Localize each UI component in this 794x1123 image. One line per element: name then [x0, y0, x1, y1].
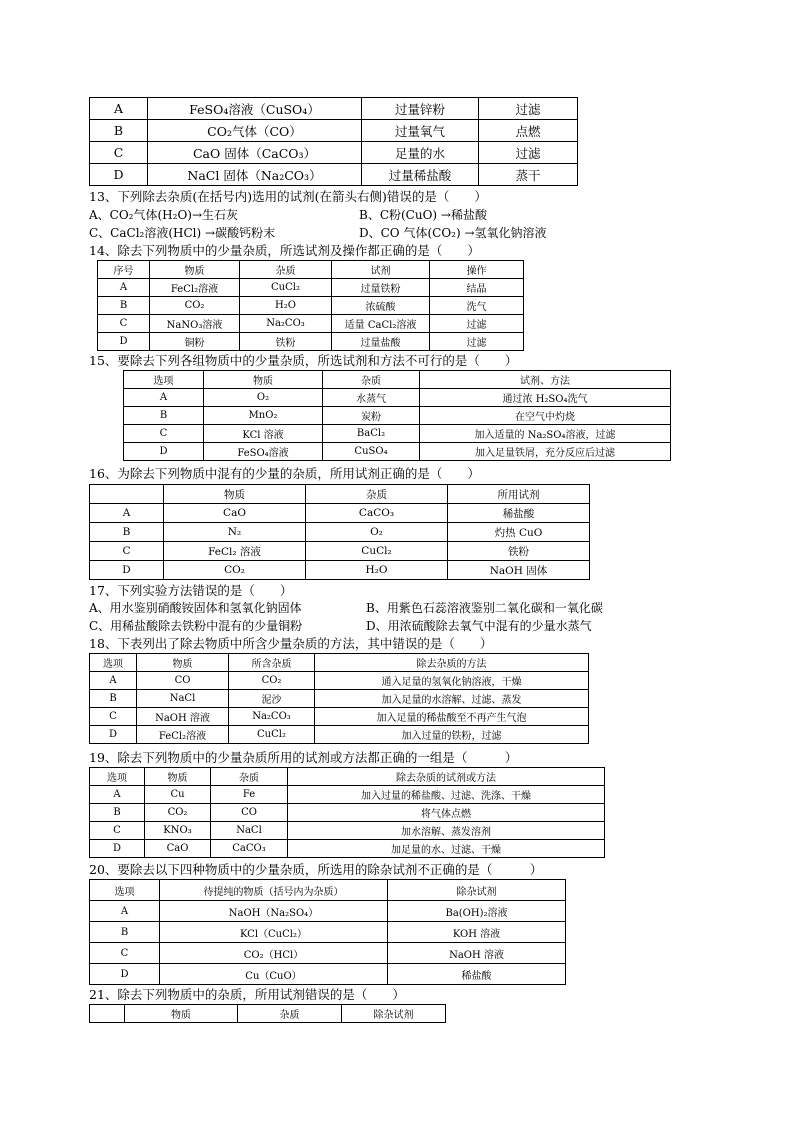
table-cell: D — [90, 964, 160, 985]
table-row — [90, 804, 605, 822]
table-header-row — [98, 261, 524, 279]
table-cell: 通过浓 H₂SO₄洗气 — [420, 389, 671, 407]
table-cell: CO₂（HCl） — [160, 943, 388, 964]
table-cell: CuCl₂ — [240, 279, 332, 297]
table-cell: CaCO₃ — [306, 504, 448, 523]
table-row — [124, 443, 671, 461]
table-cell: 铁粉 — [240, 333, 332, 351]
table-cell: 铁粉 — [448, 542, 590, 561]
table-cell: 过量锌粉 — [362, 98, 479, 120]
q20-table — [89, 879, 566, 985]
table-cell: NaCl — [137, 690, 229, 708]
table-cell: 足量的水 — [362, 142, 479, 164]
q17-option-d: D、用浓硫酸除去氧气中混有的少量水蒸气 — [366, 619, 592, 633]
q13-option-b: B、C粉(CuO) →稀盐酸 — [359, 208, 487, 222]
table-cell: 物质 — [204, 371, 323, 389]
table-cell: CuCl₂ — [229, 726, 315, 744]
table-cell: BaCl₂ — [323, 425, 420, 443]
table-cell: 试剂、方法 — [420, 371, 671, 389]
table-cell: 适量 CaCl₂溶液 — [332, 315, 430, 333]
table-cell — [90, 485, 164, 504]
table-row — [90, 142, 578, 164]
table-cell: 炭粉 — [323, 407, 420, 425]
table-row — [90, 943, 566, 964]
table-cell: 将气体点燃 — [288, 804, 605, 822]
table-cell: 杂质 — [240, 261, 332, 279]
table-cell — [90, 1005, 125, 1023]
table-cell: D — [124, 443, 204, 461]
q15-table — [123, 370, 671, 461]
table-cell: 物质 — [145, 768, 211, 786]
table-cell: 通入足量的氢氧化钠溶液，干燥 — [315, 672, 589, 690]
table-cell: C — [90, 708, 137, 726]
table-cell: C — [90, 142, 148, 164]
table-row — [98, 333, 524, 351]
table-cell: 杂质 — [323, 371, 420, 389]
table-cell: A — [90, 98, 148, 120]
table-cell: B — [90, 804, 145, 822]
table-cell: 过量稀盐酸 — [362, 164, 479, 186]
table-row — [90, 822, 605, 840]
table-row — [90, 120, 578, 142]
q20-stem: 20、要除去以下四种物质中的少量杂质，所选用的除杂试剂不正确的是（ ） — [89, 862, 543, 877]
table-row — [90, 726, 589, 744]
table-cell: A — [90, 504, 164, 523]
table-cell: B — [90, 922, 160, 943]
q17-stem: 17、下列实验方法错误的是（ ） — [89, 583, 293, 598]
table-cell: 物质 — [125, 1005, 238, 1023]
table-cell: 水蒸气 — [323, 389, 420, 407]
table-row — [98, 279, 524, 297]
q13-option-c: C、CaCl₂溶液(HCl) →碳酸钙粉末 — [89, 226, 276, 240]
table-row — [90, 98, 578, 120]
table-cell: NaOH 溶液 — [137, 708, 229, 726]
table-cell: CO₂ — [164, 561, 306, 580]
q14-stem: 14、除去下列物质中的少量杂质，所选试剂及操作都正确的是（ ） — [89, 243, 480, 258]
table-header-row — [90, 880, 566, 901]
table-cell: CO₂ — [150, 297, 240, 315]
table-row — [90, 922, 566, 943]
table-cell: 除去杂质的方法 — [315, 654, 589, 672]
table-cell: KOH 溶液 — [388, 922, 566, 943]
table-cell: 杂质 — [211, 768, 288, 786]
table-cell: Na₂CO₃ — [240, 315, 332, 333]
q19-table — [89, 767, 605, 858]
table-cell: CuCl₂ — [306, 542, 448, 561]
q18-stem: 18、下表列出了除去物质中所含少量杂质的方法，其中错误的是（ ） — [89, 636, 493, 651]
table-cell: NaCl 固体（Na₂CO₃） — [148, 164, 362, 186]
table-cell: 加入足量铁屑，充分反应后过滤 — [420, 443, 671, 461]
table-row — [90, 964, 566, 985]
table-cell: 加入足量的稀盐酸至不再产生气泡 — [315, 708, 589, 726]
table-cell: 加入过量的铁粉，过滤 — [315, 726, 589, 744]
table-row — [124, 407, 671, 425]
table-cell: 过滤 — [430, 333, 524, 351]
table-header-row — [90, 768, 605, 786]
table-cell: 加水溶解、蒸发溶剂 — [288, 822, 605, 840]
table-cell: Cu — [145, 786, 211, 804]
table-cell: Na₂CO₃ — [229, 708, 315, 726]
table-cell: 过滤 — [479, 98, 578, 120]
table-cell: C — [90, 822, 145, 840]
table-cell: 在空气中灼烧 — [420, 407, 671, 425]
table-cell: 蒸干 — [479, 164, 578, 186]
table-cell: D — [90, 840, 145, 858]
table-cell: 物质 — [137, 654, 229, 672]
table-cell: KCl（CuCl₂） — [160, 922, 388, 943]
table-cell: 铜粉 — [150, 333, 240, 351]
table-cell: 过量盐酸 — [332, 333, 430, 351]
table-cell: CaO 固体（CaCO₃） — [148, 142, 362, 164]
q13-option-a: A、CO₂气体(H₂O)→生石灰 — [89, 208, 239, 222]
table-cell: 试剂 — [332, 261, 430, 279]
q21-stem: 21、除去下列物质中的杂质，所用试剂错误的是（ ） — [89, 987, 405, 1002]
table-cell: NaOH 固体 — [448, 561, 590, 580]
table-cell: Ba(OH)₂溶液 — [388, 901, 566, 922]
table-cell: B — [90, 120, 148, 142]
table-cell: A — [124, 389, 204, 407]
table-cell: NaCl — [211, 822, 288, 840]
q19-stem: 19、除去下列物质中的少量杂质所用的试剂或方法都正确的一组是（ ） — [89, 750, 518, 765]
table-cell: 过量氧气 — [362, 120, 479, 142]
table-cell: 选项 — [90, 880, 160, 901]
table-cell: 过量铁粉 — [332, 279, 430, 297]
table-cell: KNO₃ — [145, 822, 211, 840]
table-cell: CaO — [145, 840, 211, 858]
table-cell: CO — [137, 672, 229, 690]
table-header-row — [124, 371, 671, 389]
table-cell: NaOH（Na₂SO₄） — [160, 901, 388, 922]
table-cell: CaCO₃ — [211, 840, 288, 858]
q15-stem: 15、要除去下列各组物质中的少量杂质，所选试剂和方法不可行的是（ ） — [89, 353, 518, 368]
table-cell: 加足量的水、过滤、干燥 — [288, 840, 605, 858]
table-cell: CuSO₄ — [323, 443, 420, 461]
table-row — [90, 786, 605, 804]
table-cell: 除杂试剂 — [342, 1005, 446, 1023]
table-cell: 选项 — [124, 371, 204, 389]
table-cell: B — [124, 407, 204, 425]
table-cell: 选项 — [90, 768, 145, 786]
table-cell: N₂ — [164, 523, 306, 542]
table-cell: NaNO₃溶液 — [150, 315, 240, 333]
table-cell: 加入适量的 Na₂SO₄溶液，过滤 — [420, 425, 671, 443]
table-cell: CO₂ — [229, 672, 315, 690]
table-cell: 除杂试剂 — [388, 880, 566, 901]
table-cell: 操作 — [430, 261, 524, 279]
table-cell: 过滤 — [479, 142, 578, 164]
table-cell: NaOH 溶液 — [388, 943, 566, 964]
table-cell: 稀盐酸 — [388, 964, 566, 985]
table-cell: 所用试剂 — [448, 485, 590, 504]
table-cell: 加入过量的稀盐酸、过滤、洗涤、干燥 — [288, 786, 605, 804]
table-cell: B — [90, 523, 164, 542]
table-cell: 点燃 — [479, 120, 578, 142]
table-cell: 结晶 — [430, 279, 524, 297]
table-cell: CaO — [164, 504, 306, 523]
table-cell: 泥沙 — [229, 690, 315, 708]
table-cell: Cu（CuO） — [160, 964, 388, 985]
q13-stem: 13、下列除去杂质(在括号内)选用的试剂(在箭头右侧)错误的是（ ） — [89, 189, 487, 204]
table-cell: C — [124, 425, 204, 443]
table-row — [90, 164, 578, 186]
table-cell: C — [98, 315, 150, 333]
table-cell: 杂质 — [238, 1005, 342, 1023]
table-cell: FeCl₂ 溶液 — [164, 542, 306, 561]
table-cell: O₂ — [306, 523, 448, 542]
q17-option-c: C、用稀盐酸除去铁粉中混有的少量铜粉 — [89, 619, 303, 633]
table-row — [90, 901, 566, 922]
table-cell: Fe — [211, 786, 288, 804]
table-row — [124, 389, 671, 407]
q16-table — [89, 484, 590, 580]
q17-option-b: B、用紫色石蕊溶液鉴别二氧化碳和一氧化碳 — [366, 601, 603, 615]
table-row — [90, 672, 589, 690]
table-row — [90, 504, 590, 523]
table-cell: B — [90, 690, 137, 708]
q12-table — [89, 97, 578, 186]
table-cell: H₂O — [240, 297, 332, 315]
table-cell: FeCl₂溶液 — [137, 726, 229, 744]
table-cell: 浓硫酸 — [332, 297, 430, 315]
table-cell: B — [98, 297, 150, 315]
table-row — [90, 542, 590, 561]
table-cell: O₂ — [204, 389, 323, 407]
table-cell: H₂O — [306, 561, 448, 580]
table-cell: CO — [211, 804, 288, 822]
table-cell: D — [98, 333, 150, 351]
table-cell: 洗气 — [430, 297, 524, 315]
table-cell: CO₂气体（CO） — [148, 120, 362, 142]
table-row — [124, 425, 671, 443]
table-cell: A — [90, 672, 137, 690]
table-cell: 加入足量的水溶解、过滤、蒸发 — [315, 690, 589, 708]
table-cell: D — [90, 726, 137, 744]
table-cell: A — [98, 279, 150, 297]
table-row — [98, 315, 524, 333]
table-cell: 待提纯的物质（括号内为杂质） — [160, 880, 388, 901]
table-cell: D — [90, 561, 164, 580]
table-cell: 序号 — [98, 261, 150, 279]
table-header-row — [90, 654, 589, 672]
table-cell: FeSO₄溶液 — [204, 443, 323, 461]
table-cell: 稀盐酸 — [448, 504, 590, 523]
table-cell: D — [90, 164, 148, 186]
table-cell: 选项 — [90, 654, 137, 672]
q18-table — [89, 653, 589, 744]
table-cell: 所含杂质 — [229, 654, 315, 672]
table-cell: 除去杂质的试剂或方法 — [288, 768, 605, 786]
table-cell: A — [90, 901, 160, 922]
table-cell: 灼热 CuO — [448, 523, 590, 542]
table-cell: FeCl₂溶液 — [150, 279, 240, 297]
table-row — [90, 523, 590, 542]
table-header-row — [90, 1005, 446, 1023]
table-header-row — [90, 485, 590, 504]
table-cell: MnO₂ — [204, 407, 323, 425]
table-row — [90, 561, 590, 580]
table-cell: CO₂ — [145, 804, 211, 822]
table-row — [90, 690, 589, 708]
q16-stem: 16、为除去下列物质中混有的少量的杂质，所用试剂正确的是（ ） — [89, 466, 480, 481]
q13-option-d: D、CO 气体(CO₂) →氢氧化钠溶液 — [359, 226, 547, 240]
q14-table — [97, 260, 524, 351]
table-cell: 过滤 — [430, 315, 524, 333]
table-row — [90, 840, 605, 858]
table-row — [98, 297, 524, 315]
table-cell: C — [90, 542, 164, 561]
q17-option-a: A、用水鉴别硝酸铵固体和氢氧化钠固体 — [89, 601, 302, 615]
q21-table — [89, 1004, 446, 1023]
table-cell: KCl 溶液 — [204, 425, 323, 443]
table-cell: C — [90, 943, 160, 964]
table-cell: FeSO₄溶液（CuSO₄） — [148, 98, 362, 120]
table-cell: A — [90, 786, 145, 804]
table-cell: 杂质 — [306, 485, 448, 504]
table-row — [90, 708, 589, 726]
table-cell: 物质 — [164, 485, 306, 504]
table-cell: 物质 — [150, 261, 240, 279]
